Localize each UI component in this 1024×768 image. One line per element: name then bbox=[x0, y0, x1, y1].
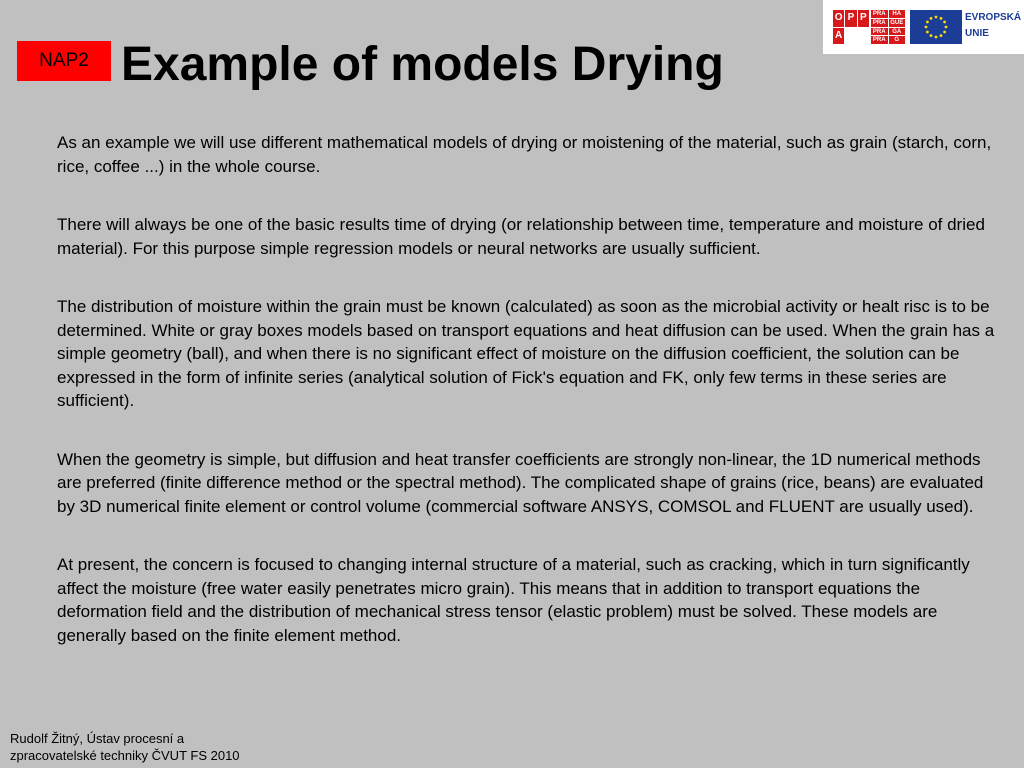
body-paragraph: There will always be one of the basic results time of drying (or relationship between time, temperature and moisture of dried material). For this purpose simple regression models or neural networks are usually sufficient. bbox=[57, 215, 985, 258]
oppa-letter: P bbox=[858, 10, 869, 27]
praha-cell: GA bbox=[889, 28, 906, 36]
oppa-letter: P bbox=[845, 10, 856, 27]
praha-cell: G bbox=[889, 36, 906, 44]
praha-cell: PRA bbox=[872, 19, 886, 26]
oppa-logo bbox=[833, 10, 869, 44]
slide-footer bbox=[10, 730, 240, 764]
body-paragraph: When the geometry is simple, but diffusion and heat transfer coefficients are strongly non-linear, the 1D numerical methods are preferred (finite difference method or the spectral method). The complicated shape of grains (rice, beans) are evaluated by 3D numerical finite element or control volume (commercial software ANSYS, COMSOL and FLUENT are usually used). bbox=[57, 449, 984, 516]
slide-tag-badge: NAP2 bbox=[17, 41, 111, 81]
eu-flag-icon bbox=[910, 10, 962, 44]
eu-logo-line: UNIE bbox=[965, 28, 989, 39]
sponsor-logos bbox=[823, 0, 1024, 54]
slide-body bbox=[57, 131, 1002, 682]
praha-logo bbox=[871, 10, 905, 44]
footer-line: zpracovatelské techniky ČVUT FS 2010 bbox=[10, 748, 240, 763]
praha-cell: GUE bbox=[890, 19, 904, 26]
slide-title: Example of models Drying bbox=[121, 38, 724, 91]
praha-cell: PRA bbox=[872, 37, 886, 44]
oppa-blank bbox=[858, 28, 869, 45]
body-paragraph: As an example we will use different mathematical models of drying or moistening of the material, such as grain (starch, corn, rice, coffee ...) in the whole course. bbox=[57, 133, 992, 176]
body-paragraph: The distribution of moisture within the grain must be known (calculated) as soon as the microbial activity or healt risc is to be determined. White or gray boxes models based on transport equations and heat diffusion can be used. When the grain has a simple geometry (ball), and when there is no significant effect of moisture on the diffusion coefficient, the solution can be expressed in the form of infinite series (analytical solution of Fick's equation and FK, only few terms in these series are sufficient). bbox=[57, 297, 995, 410]
eu-logo-line: EVROPSKÁ bbox=[965, 12, 1022, 23]
oppa-blank bbox=[845, 28, 856, 45]
body-paragraph: At present, the concern is focused to changing internal structure of a material, such as cracking, which in turn significantly affect the moisture (free water easily penetrates micro grain). This means that in addition to transport equations the deformation field and the distribution of mechanical stress tensor (elastic problem) must be solved. These models are generally based on the finite element method. bbox=[57, 555, 970, 645]
footer-line: Rudolf Žitný, Ústav procesní a bbox=[10, 731, 185, 746]
oppa-letter: A bbox=[833, 28, 844, 45]
praha-cell: PRA bbox=[872, 11, 886, 17]
eu-logo-text bbox=[965, 10, 1023, 42]
oppa-letter: O bbox=[833, 10, 844, 27]
praha-cell: HA bbox=[889, 10, 906, 18]
praha-cell: PRA bbox=[872, 28, 886, 35]
